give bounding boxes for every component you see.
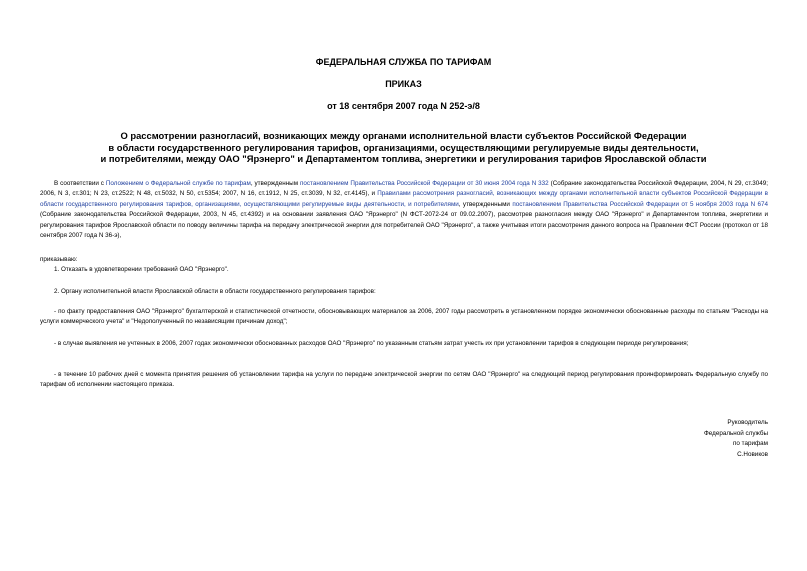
subject-line-2: в области государственного регулирования тарифов, организациями, осуществляющими регулируемые виды деятельности, (108, 141, 699, 153)
subject-line-3: и потребителями, между ОАО "Ярэнерго" и Департаментом топлива, энергетики и регулирования тарифов Ярославской области (100, 153, 707, 164)
order-word: приказываю: (40, 256, 78, 263)
signature-agency-2: по тарифам (732, 440, 768, 448)
order-item-2-c: - в течение 10 рабочих дней с момента принятия решения об установлении тарифа на услуги по передаче электрической энергии по сетям ОАО "Ярэнерго" на следующий период регулирования проинформировать Федеральную службу по тарифам об исполнении настоящего приказа. (40, 371, 768, 389)
order-item-2-a: - по факту предоставления ОАО "Ярэнерго" бухгалтерской и статистической отчетности, обосновывающих материалов за 2006, 2007 годы рассмотреть в установленном порядке экономически обоснованные расходы по статьям "Расходы на услуги коммерческого учета" и "Недополученный по независящим причинам доход"; (40, 308, 768, 326)
link-resolution-674[interactable]: постановлением Правительства Российской Федерации от 5 ноября 2003 года N 674 (512, 200, 769, 208)
document-subject (60, 130, 747, 165)
document-type: ПРИКАЗ (385, 79, 422, 89)
order-item-2-b: - в случае выявления не учтенных в 2006, 2007 годах экономически обоснованных расходов ОАО "Ярэнерго" по указанным статьям затрат учесть их при установлении тарифов в следующем периоде регулирования; (54, 340, 689, 347)
preamble-text-2: , утвержденным (250, 180, 300, 187)
signature-name: С.Новиков (737, 450, 768, 458)
preamble-text-3: (Собрание законодательства Российской Федерации, 2004, N 29, ст.3049; 2006, N 3, ст.301; N 23, ст.2522; N 48, ст.5032, N 50, ст.5354; 2007, N 16, ст.1912, N 25, ст.3039, N 32, ст.4145), и (40, 180, 769, 198)
order-item-2: 2. Органу исполнительной власти Ярославской области в области государственного регулирования тарифов: (54, 288, 376, 295)
preamble-text-5: (Собрание законодательства Российской Федерации, 2003, N 45, ст.4392) и на основании заявления ОАО "Ярэнерго" (N ФСТ-2072-24 от 09.02.2007), рассмотрев разногласия между ОАО "Ярэнерго" и Департаментом топлива, энергетики и регулирования тарифов Ярославской области по поводу величины тарифа на передачу электрической энергии для потребителей ОАО "Ярэнерго", а также учитывая итоги рассмотрения данного вопроса на Правлении ФСТ России (протокол от 18 сентября 2007 года N 36-э), (40, 211, 768, 240)
preamble-paragraph (40, 179, 768, 241)
agency-title: ФЕДЕРАЛЬНАЯ СЛУЖБА ПО ТАРИФАМ (315, 57, 492, 67)
preamble-text-4: , утвержденными (458, 200, 513, 208)
link-resolution-332[interactable]: постановлением Правительства Российской Федерации от 30 июня 2004 года N 332 (299, 180, 549, 187)
preamble-text-1: В соответствии с (54, 180, 106, 187)
link-dispute-rules[interactable]: Правилами рассмотрения разногласий, возникающих между органами исполнительной власти субъектов Российской Федерации в области государственного регулирования тарифов, организациями, осуществляющими регулируемые виды деятельности, и потребителями (40, 190, 769, 208)
link-fst-regulation[interactable]: Положением о Федеральной службе по тарифам (105, 180, 251, 187)
signature-position: Руководитель (727, 419, 768, 426)
signature-block (568, 418, 768, 460)
subject-line-1: О рассмотрении разногласий, возникающих между органами исполнительной власти субъектов Российской Федерации (120, 130, 687, 141)
order-item-1: 1. Отказать в удовлетворении требований ОАО "Ярэнерго". (54, 266, 229, 273)
document-date: от 18 сентября 2007 года N 252-э/8 (327, 101, 480, 111)
signature-agency-1: Федеральной службы (704, 429, 768, 437)
